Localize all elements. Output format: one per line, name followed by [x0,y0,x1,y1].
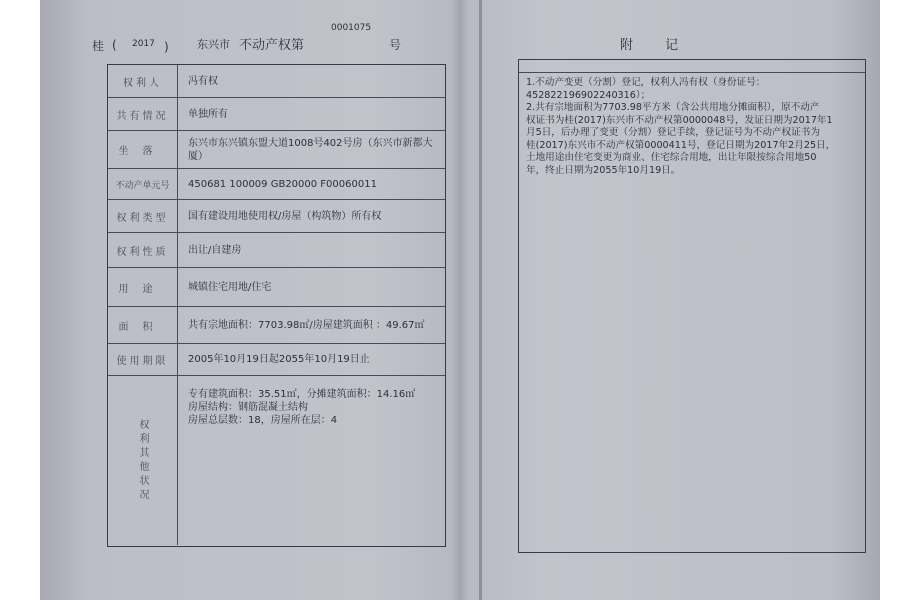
row-value: 单独所有 [188,108,228,120]
notes-line: 桂(2017)东兴市不动产权第0000411号，登记日期为2017年2月25日， [526,139,836,151]
notes-text [526,77,859,177]
table-row [108,268,445,307]
row-value: 出让/自建房 [188,244,242,256]
notes-title: 附 记 [620,38,693,53]
row-value: 冯有权 [188,75,218,87]
header-paren-open: ( [112,38,117,52]
table-row [108,98,445,131]
header-paren-close: ) [164,40,169,54]
table-row [108,233,445,268]
row-value-line: 东兴市东兴镇东盟大道1008号402号房（东兴市新都大 [188,137,433,149]
table-row [108,65,445,98]
row-label: 权利其他状况 [108,376,178,545]
row-value: 2005年10月19日起2055年10月19日止 [188,354,370,365]
row-label: 权利类型 [108,200,178,232]
table-row [108,376,445,545]
header-cert-number: 0001075 [331,23,372,33]
row-label: 不动产单元号 [108,169,178,199]
row-value: 450681 100009 GB20000 F00060011 [188,178,377,190]
table-row [108,169,445,200]
row-label: 权利人 [108,65,178,97]
row-value-line: 厦） [188,150,208,162]
header-city: 东兴市 [197,38,230,51]
notes-line: 2.共有宗地面积为7703.98平方米（含公共用地分摊面积），原不动产 [526,102,820,113]
header-prefix: 桂 [92,39,105,53]
notes-line: 土地用途由住宅变更为商业、住宅综合用地，出让年限按综合用地50 [526,152,817,163]
row-label: 坐落 [108,131,178,168]
header-year: 2017 [132,39,155,49]
row-label: 面积 [108,307,178,343]
row-label: 权利性质 [108,233,178,267]
table-row [108,344,445,376]
row-value: 城镇住宅用地/住宅 [188,281,272,293]
table-row [108,131,445,169]
notes-line: 452822196902240316）； [526,89,651,101]
register-table [107,64,446,547]
row-value-line: 房屋结构：钢筋混凝土结构 [188,402,308,413]
row-value: 共有宗地面积：7703.98㎡/房屋建筑面积 ：49.67㎡ [188,319,425,331]
notes-header-strip [519,60,865,73]
row-label: 用途 [108,268,178,306]
row-value: 国有建设用地使用权/房屋（构筑物）所有权 [188,210,382,222]
header-cert-title: 不动产权第 [239,38,305,53]
notes-line: 权证书为桂(2017)东兴市不动产权第0000048号，发证日期为2017年1 [526,114,833,126]
notes-line: 月5日，后办理了变更（分割）登记手续，登记证号为不动产权证书为 [526,127,820,138]
header-hao: 号 [389,38,402,52]
notes-line: 1.不动产变更（分割）登记，权利人冯有权（身份证号： [526,77,766,88]
row-value-line: 房屋总层数：18，房屋所在层：4 [188,415,338,426]
booklet-spine [479,0,482,600]
table-row [108,307,445,344]
table-row [108,200,445,233]
notes-line: 年，终止日期为2055年10月19日。 [526,164,681,176]
row-value-line: 专有建筑面积：35.51㎡，分摊建筑面积：14.16㎡ [188,389,416,400]
certificate-booklet [40,0,880,600]
row-label: 共有情况 [108,98,178,130]
row-label: 使用期限 [108,344,178,375]
notes-box [518,59,866,553]
